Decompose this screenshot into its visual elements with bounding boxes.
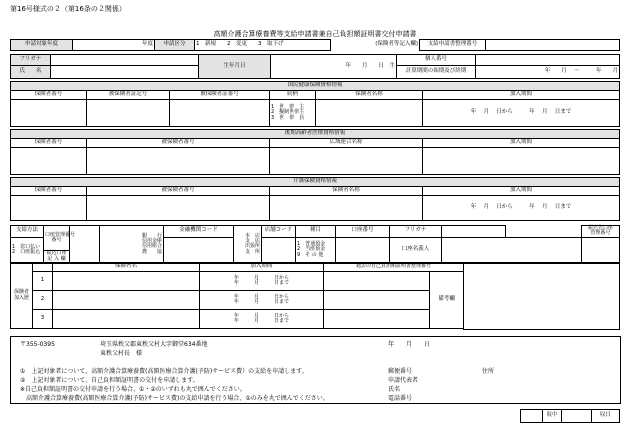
registration-field[interactable] (486, 40, 620, 51)
elder-number-field[interactable] (87, 148, 270, 175)
elder-title: 後期高齢者医療資格情報 (11, 130, 620, 139)
history-name-field[interactable] (53, 291, 200, 310)
dest-mgmt-label: 振込先口座 管理番号 (582, 226, 620, 238)
history-name-field[interactable] (53, 272, 200, 291)
year-label: 申請対象年度 (11, 40, 73, 51)
elder-h-insurer-no: 保険者番号 (11, 139, 87, 148)
care-h-number: 被保険者番号 (87, 187, 270, 196)
kubun-options[interactable]: 1 新規 2 変更 3 取下げ (195, 40, 331, 51)
note-2: ② 上記対象者について、自己負担額証明書の交付を申請します。 (20, 377, 199, 384)
item-options[interactable]: 1 普通預金 2 当座預金 9 そ の 他 (296, 237, 336, 263)
birth-label: 生年月日 (199, 55, 271, 79)
applicant-address-label: 住所 (482, 368, 495, 375)
elder-h-number: 被保険者番号 (87, 139, 270, 148)
care-h-insurer-no: 保険者番号 (11, 187, 87, 196)
nhi-h-insurer-no: 保険者番号 (11, 91, 87, 100)
note-3: ※自己負担額証明書の交付申請を行う場合、①・②のいずれも丸で囲んでください。 (20, 386, 246, 393)
history-cert-field[interactable] (324, 272, 430, 291)
office-address: 埼玉県秩父郡東秩父村大字御堂634番地 (100, 341, 208, 348)
nhi-h-number: 被保険者証番号 (170, 91, 270, 100)
application-row (10, 39, 620, 51)
care-insurer-name-field[interactable] (270, 196, 423, 221)
item-label: 種目 (296, 226, 336, 238)
care-period-field[interactable]: 年 月 日から 年 月 日まで (423, 196, 620, 221)
nhi-h-relation: 続柄 (270, 91, 316, 100)
history-h-cert: 過去の自己負担額証明書整理番号 (324, 263, 464, 272)
care-h-insurer-name: 保険者名称 (270, 187, 423, 196)
note-1: ① 上記対象者について、高額介護合算療養費(高額医療合算介護(予防)サービス費）の支給を申請します。 (20, 368, 308, 375)
postal-code: 〒355-0395 (20, 341, 55, 348)
remarks-field[interactable] (463, 262, 620, 330)
post-label: 郵便番号 (388, 368, 413, 375)
nhi-insurer-name-field[interactable] (316, 100, 423, 127)
history-section (10, 262, 464, 329)
history-name-field[interactable] (53, 310, 200, 329)
addressee: 東秩父村長 様 (100, 350, 143, 357)
nhi-insurer-no-field[interactable] (11, 100, 87, 127)
mgmt-no-label: 口座管理番号 番号 (44, 226, 70, 251)
birth-field[interactable]: 年 月 日 生 (271, 55, 397, 79)
history-h-period: 加入期間 (200, 263, 324, 272)
name-field[interactable] (51, 66, 199, 79)
elder-section (10, 129, 620, 175)
name-label: 氏 名 (11, 66, 51, 79)
form-title: 高額介護合算療養費等支給申請書兼自己負担額証明書交付申請書 (213, 30, 417, 38)
relation-2: 2 擬制世帯主 (271, 109, 305, 116)
method-options[interactable]: 1 窓口払い 2 口座振込 (11, 237, 44, 263)
elder-h-union: 広域連合名称 (270, 139, 423, 148)
bank-section (10, 225, 620, 264)
history-period-field[interactable]: 年 月 日から 年 月 日まで (200, 291, 324, 310)
tel-label: 電話番号 (388, 395, 413, 402)
account-no-field[interactable] (336, 237, 390, 263)
care-section (10, 177, 620, 221)
holder-furigana-field[interactable] (442, 226, 506, 238)
note-4: 高額介護合算療養費(高額医療合算介護(予防)サービス費)の支給申請を行う場合、①のみを丸で囲んでください。 (20, 395, 329, 402)
history-row-no: 1 (33, 272, 53, 291)
receipt-boxes (520, 409, 620, 423)
transfer-label: 振込口座 記 入 欄 (44, 250, 70, 263)
holder-label: 口座名義人 (390, 237, 442, 263)
person-row (10, 54, 620, 79)
nhi-h-insurer-name: 保険者名称 (316, 91, 423, 100)
receipt-label-1: 収中 (543, 410, 562, 423)
care-number-field[interactable] (87, 196, 270, 221)
applicant-name-label: 氏名 (388, 386, 401, 393)
branch-code-label: 店舗コード (262, 226, 296, 238)
form-number: 第16号様式の２（第16条の２関係） (10, 5, 126, 13)
holder-furigana-label: フリガナ (390, 226, 442, 238)
registration-label: 支給申請書整理番号 (420, 40, 486, 51)
history-cert-field[interactable] (324, 291, 430, 310)
receipt-box-1[interactable] (521, 410, 543, 423)
period-field[interactable]: 年 月 ～ 年 月 (476, 66, 620, 79)
account-no-label: 口座番号 (336, 226, 390, 238)
care-title: 介護保険資格情報 (11, 178, 620, 187)
history-h-name: 保険者名 (53, 263, 200, 272)
history-cert-field[interactable] (324, 310, 430, 329)
elder-h-period: 加入期間 (423, 139, 620, 148)
branch-code-field[interactable] (262, 237, 296, 263)
period-label: 計算期間の始期及び終期 (397, 66, 476, 79)
history-side-label: 保険者 加入歴 (11, 263, 33, 329)
applicant-label: 申請代表者 (388, 377, 419, 384)
elder-period-field[interactable] (423, 148, 620, 175)
furigana-label: フリガナ (11, 55, 51, 66)
history-period-field[interactable]: 年 月 日から 年 月 日まで (200, 272, 324, 291)
furigana-field[interactable] (51, 55, 199, 66)
relation-3: 3 世 帯 員 (271, 114, 305, 121)
nhi-period-field[interactable]: 年 月 日から 年 月 日まで (423, 100, 620, 127)
kubun-label: 申請区分 (155, 40, 195, 51)
history-period-field[interactable]: 年 月 日から 年 月 日まで (200, 310, 324, 329)
dest-mgmt-field[interactable] (582, 237, 620, 263)
nhi-relation-options[interactable] (270, 100, 316, 127)
care-h-period: 加入期間 (423, 187, 620, 196)
method-label: 支給方法 (11, 226, 44, 238)
bank-code-field[interactable] (164, 237, 234, 263)
care-insurer-no-field[interactable] (11, 196, 87, 221)
bank-types[interactable]: 銀 行 信用金庫 信用組合 農 協 (100, 226, 164, 264)
remarks-label: 備考欄 (430, 272, 464, 329)
nhi-title: 国民健康保険資格情報 (11, 82, 620, 91)
elder-union-field[interactable] (270, 148, 423, 175)
bank-code-label: 金融機関コード (164, 226, 234, 238)
history-row-no: 3 (33, 310, 53, 329)
branch-types[interactable]: 本 店 支 店 出張所 支 所 (234, 226, 262, 264)
receipt-label-2: 収日 (592, 410, 620, 423)
relation-1: 1 世 帯 主 (271, 104, 305, 111)
personal-no-label: 個人番号 (397, 55, 476, 66)
year-field[interactable]: 年度 (73, 40, 155, 51)
nhi-number-field[interactable] (170, 100, 270, 127)
elder-insurer-no-field[interactable] (11, 148, 87, 175)
nhi-h-symbol: 被保険者証記号 (87, 91, 170, 100)
nhi-h-period: 加入期間 (423, 91, 620, 100)
insurer-note: (保険者等記入欄) (375, 41, 418, 48)
personal-no-field[interactable] (476, 55, 620, 66)
holder-field[interactable] (442, 237, 582, 263)
nhi-section (10, 81, 620, 127)
nhi-symbol-field[interactable] (87, 100, 170, 127)
application-date[interactable]: 年 月 日 (388, 341, 431, 348)
history-row-no: 2 (33, 291, 53, 310)
receipt-box-2[interactable] (562, 410, 592, 423)
